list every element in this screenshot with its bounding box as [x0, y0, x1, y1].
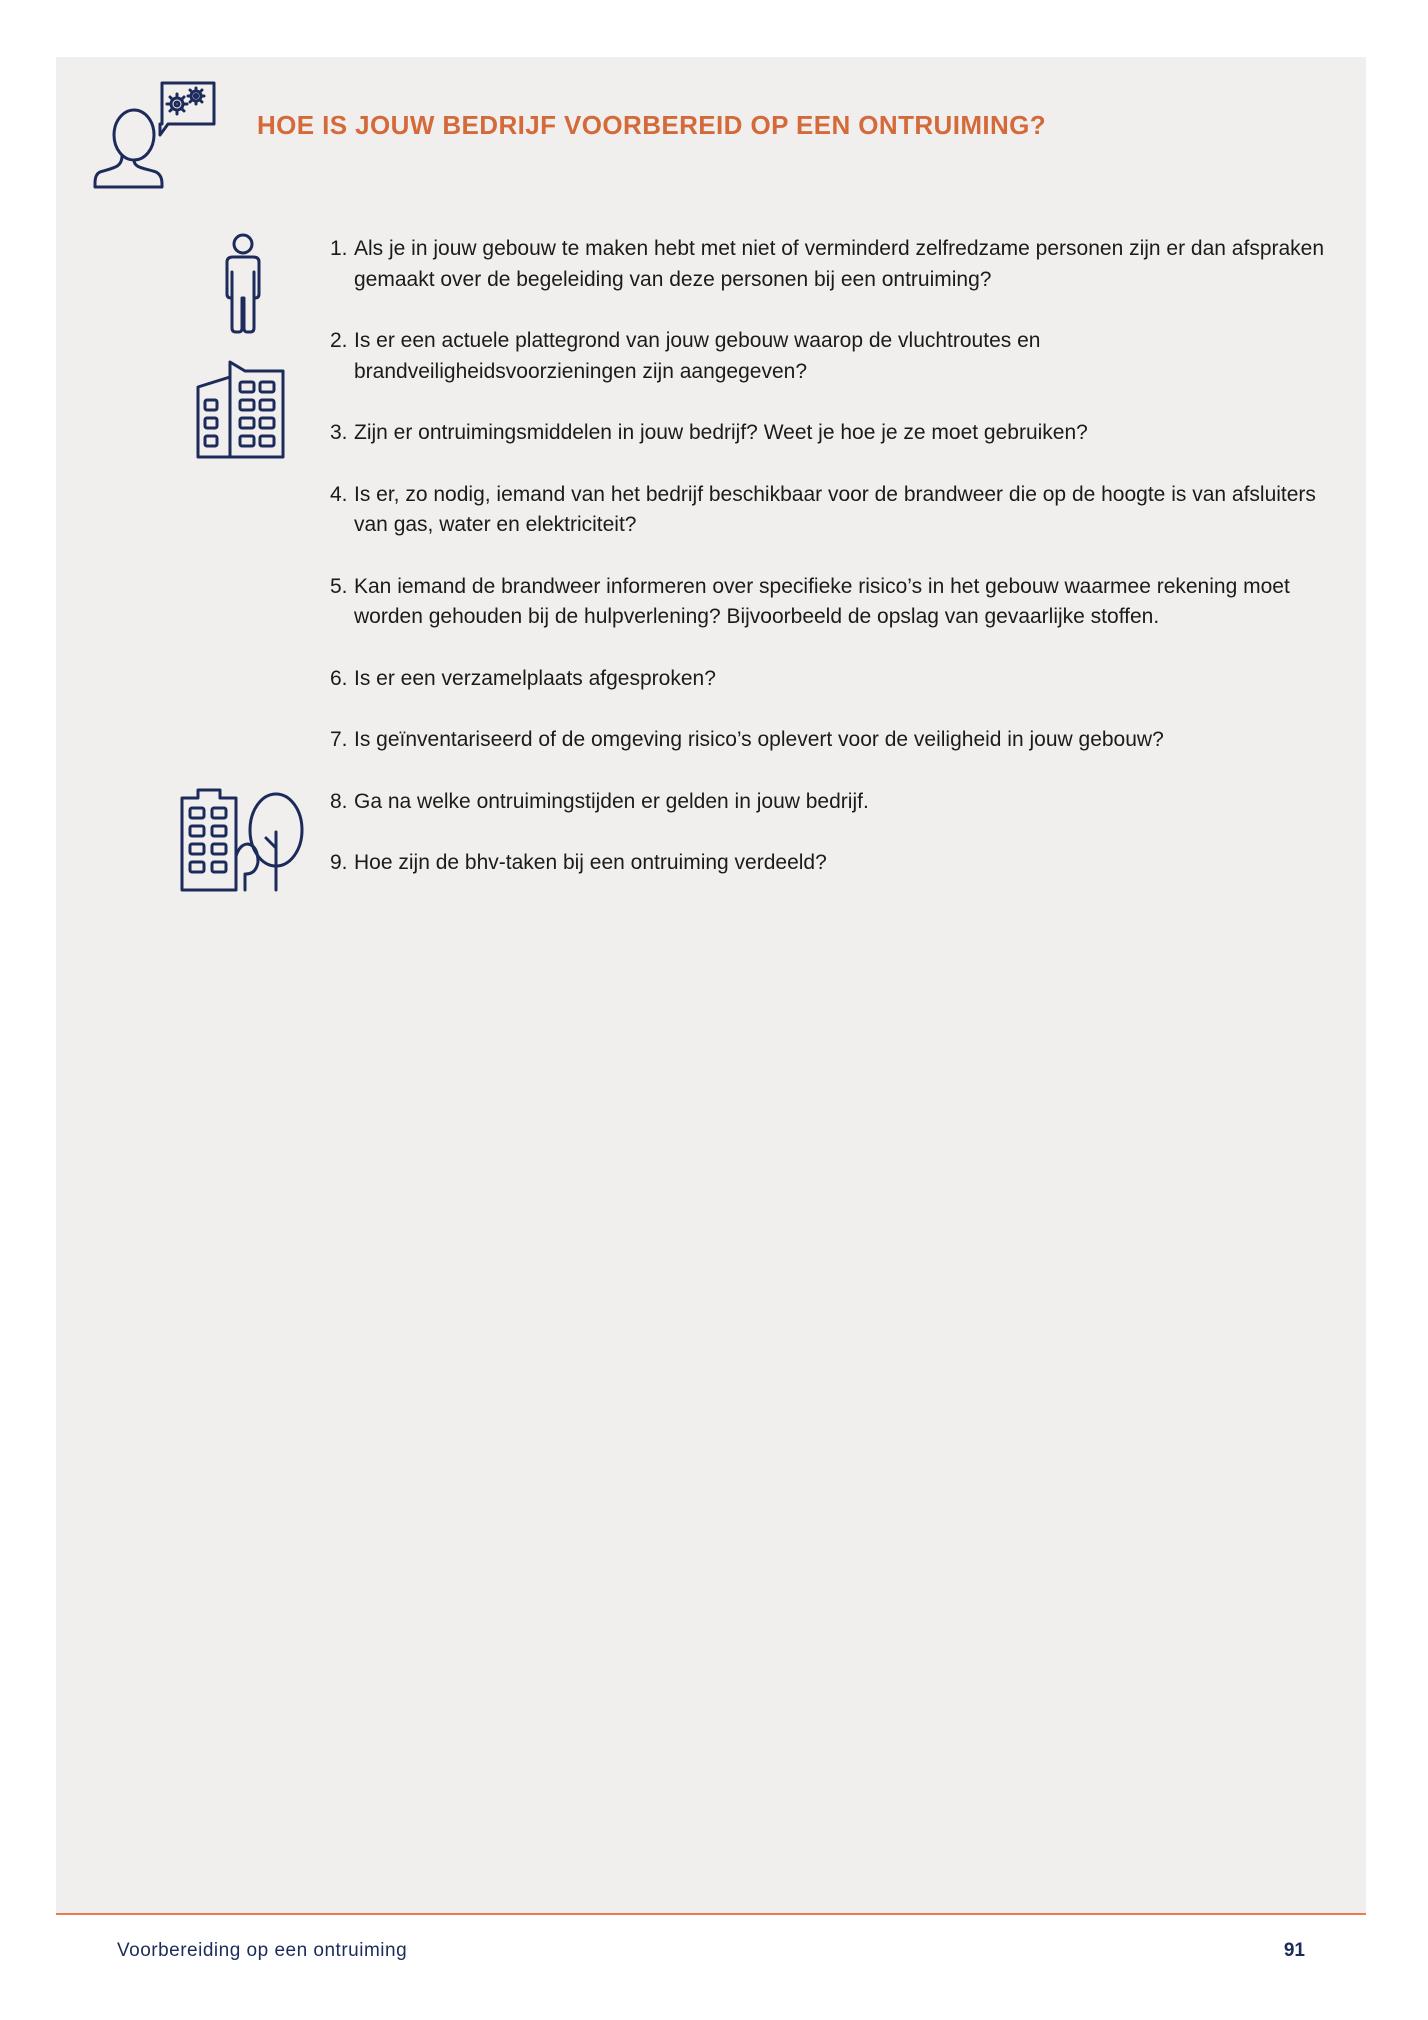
- list-item-number: 6.: [330, 666, 348, 690]
- list-item: [326, 326, 1326, 387]
- list-item-number: 7.: [330, 728, 348, 751]
- list-item-text: Is geïnventariseerd of de omgeving risico’s oplevert voor de veiligheid in jouw gebouw?: [354, 728, 1164, 751]
- list-item: [326, 234, 1326, 295]
- list-item-number: 1.: [330, 237, 348, 260]
- list-item: [326, 572, 1326, 633]
- list-item-number: 2.: [330, 329, 348, 352]
- list-item: [326, 848, 1326, 879]
- building-icon: [193, 357, 288, 461]
- list-item-text: Ga na welke ontruimingstijden er gelden in jouw bedrijf.: [354, 789, 869, 813]
- person-speech-gears-icon: [92, 80, 217, 190]
- list-item-number: 4.: [330, 482, 348, 506]
- building-tree-icon: [178, 786, 306, 894]
- list-item-text: Is er, zo nodig, iemand van het bedrijf beschikbaar voor de brandweer die op de hoogte is van afsluiters van gas, water en elektriciteit?: [354, 482, 1316, 536]
- list-item-text: Zijn er ontruimingsmiddelen in jouw bedrijf? Weet je hoe je ze moet gebruiken?: [354, 421, 1088, 444]
- page-number: 91: [1283, 1940, 1305, 1961]
- question-list: [326, 234, 1326, 910]
- list-item-text: Kan iemand de brandweer informeren over specifieke risico’s in het gebouw waarmee rekening moet worden gehouden bij de hulpverlening? Bijvoorbeeld de opslag van gevaarlijke stoffen.: [354, 574, 1290, 628]
- page-title: HOE IS JOUW BEDRIJF VOORBEREID OP EEN ONTRUIMING?: [257, 110, 1047, 140]
- list-item-text: Als je in jouw gebouw te maken hebt met niet of verminderd zelfredzame personen zijn er dan afspraken gemaakt over de begeleiding van deze personen bij een ontruiming?: [354, 237, 1325, 291]
- list-item-number: 5.: [330, 574, 348, 598]
- list-item-text: Hoe zijn de bhv-taken bij een ontruiming verdeeld?: [354, 851, 827, 874]
- person-icon: [213, 232, 273, 336]
- list-item: [326, 787, 1326, 818]
- list-item-text: Is er een actuele plattegrond van jouw gebouw waarop de vluchtroutes en brandveiligheidsvoorzieningen zijn aangegeven?: [354, 329, 1041, 383]
- list-item-text: Is er een verzamelplaats afgesproken?: [354, 666, 716, 690]
- list-item: [326, 664, 1326, 695]
- footer-section-title: Voorbereiding op een ontruiming: [117, 1940, 408, 1961]
- footer-rule: [56, 1913, 1366, 1915]
- list-item: [326, 725, 1326, 756]
- list-item: [326, 480, 1326, 541]
- list-item-number: 9.: [330, 851, 348, 874]
- list-item-number: 8.: [330, 789, 348, 813]
- list-item: [326, 418, 1326, 449]
- list-item-number: 3.: [330, 421, 348, 444]
